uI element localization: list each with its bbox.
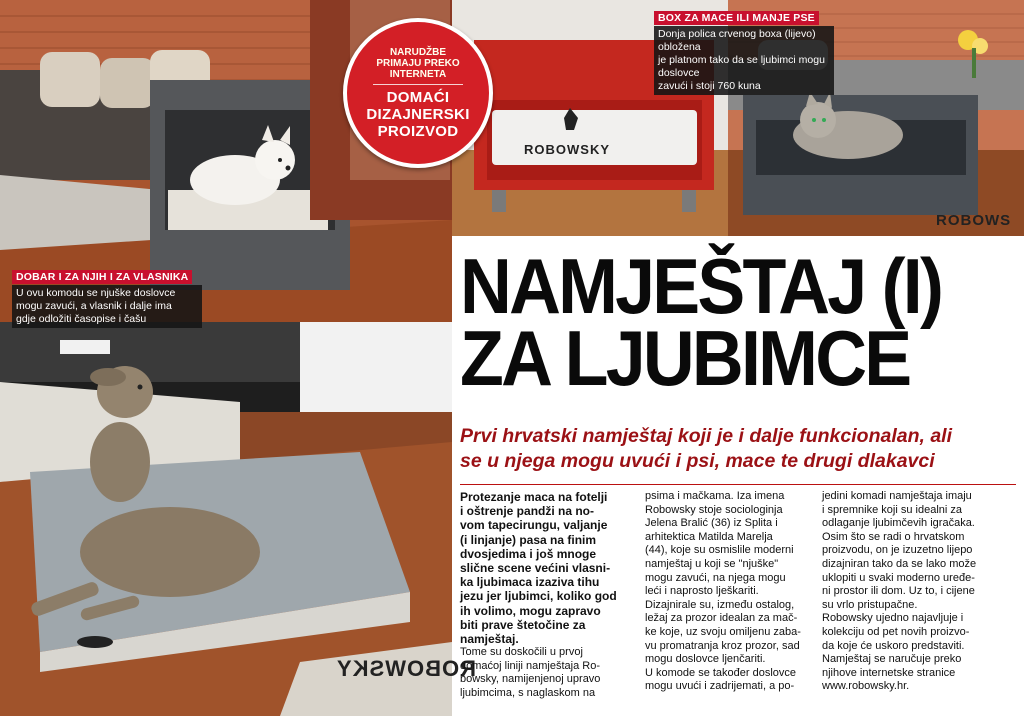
caption-line: je platnom tako da se ljubimci mogu doslovce bbox=[658, 54, 825, 79]
caption-line: Donja polica crvenog boxa (lijevo) obložena bbox=[658, 28, 816, 53]
article-line: proizvodu, on je izuzetno lijepo bbox=[822, 544, 973, 557]
article-line: domaćoj liniji namještaja Ro- bbox=[460, 659, 601, 672]
article-headline bbox=[460, 242, 1020, 402]
article-line: mogu uvući i zadrijemati, a po- bbox=[645, 680, 795, 693]
article-line: namještaj u koji se "njuške" bbox=[645, 557, 779, 570]
article-line: mogu doslovce ljenčariti. bbox=[645, 653, 766, 666]
article-line: Robowsky ujedno najavljuje i bbox=[822, 612, 964, 625]
caption-body bbox=[12, 285, 202, 328]
article-line: ka ljubimaca izaziva tihu bbox=[460, 575, 600, 590]
article-line: Jelena Bralić (36) iz Splita i bbox=[645, 517, 778, 530]
badge-line: PROIZVOD bbox=[377, 122, 459, 140]
deck-line: se u njega mogu uvući i psi, mace te drugi dlakavci bbox=[460, 450, 935, 472]
article-line: Namještaj se naručuje preko bbox=[822, 653, 962, 666]
article-line: ke koje, uz svoju omiljenu zaba- bbox=[645, 625, 801, 638]
article-line: biti prave štetočine za bbox=[460, 617, 586, 632]
article-line: dizajniran tako da se lako može bbox=[822, 557, 977, 570]
article-column-3 bbox=[822, 490, 1000, 694]
article-line: leći i naprosto lješkariti. bbox=[645, 585, 759, 598]
article-deck bbox=[460, 424, 1020, 474]
caption-title: BOX ZA MACE ILI MANJE PSE bbox=[654, 11, 819, 25]
article-line: i spremnike koji su idealni za bbox=[822, 503, 963, 516]
article-column-2 bbox=[645, 490, 823, 694]
caption-line: U ovu komodu se njuške doslovce bbox=[16, 287, 176, 299]
badge-line: INTERNETA bbox=[389, 68, 447, 80]
article-line: da koje će uskoro predstaviti. bbox=[822, 639, 965, 652]
badge-line: DIZAJNERSKI bbox=[366, 105, 470, 123]
article-line: njihove internetske stranice bbox=[822, 666, 956, 679]
article-line: namještaj. bbox=[460, 632, 519, 647]
article-line: (i linjanje) pasa na finim bbox=[460, 532, 597, 547]
caption-dresser bbox=[12, 267, 202, 328]
article-line: jezu jer ljubimci, koliko god bbox=[460, 589, 617, 604]
caption-line: gdje odložiti časopise i čašu bbox=[16, 313, 147, 325]
badge-line: PRIMAJU PREKO bbox=[376, 57, 460, 69]
badge-line: DOMAĆI bbox=[386, 88, 450, 106]
article-line: ih volimo, mogu zapravo bbox=[460, 603, 601, 618]
deck-line: Prvi hrvatski namještaj koji je i dalje funkcionalan, ali bbox=[460, 425, 953, 447]
article-line: ni prostor ili dom. Uz to, i cijene bbox=[822, 585, 975, 598]
article-line: slične scene većini vlasni- bbox=[460, 561, 611, 576]
brand-logo: ROBOWSKY bbox=[524, 142, 610, 157]
caption-box-red bbox=[654, 8, 834, 95]
article-line: odlaganje ljubimčevih igračaka. bbox=[822, 517, 975, 530]
article-line: (44), koje su osmislile moderni bbox=[645, 544, 794, 557]
caption-line: zavući i stoji 760 kuna bbox=[658, 80, 761, 92]
article-line: su vrlo pristupačne. bbox=[822, 598, 918, 611]
article-line: Osim što se radi o hrvatskom bbox=[822, 530, 965, 543]
brand-logo: ROBOWS bbox=[936, 212, 1012, 229]
article-line: kolekciju od pet novih proizvo- bbox=[822, 625, 970, 638]
article-line: Dizajnirale su, između ostalog, bbox=[645, 598, 795, 611]
article-line: jedini komadi namještaja imaju bbox=[822, 490, 972, 502]
article-line: Tome su doskočili u prvoj bbox=[460, 646, 583, 659]
article-line: arhitektica Matilda Marelja bbox=[645, 530, 773, 543]
article-line: Protezanje maca na fotelji bbox=[460, 490, 608, 504]
article-line: U komode se također doslovce bbox=[645, 666, 797, 679]
article-line: psima i mačkama. Iza imena bbox=[645, 490, 785, 502]
headline-line: ZA LJUBIMCE bbox=[460, 314, 910, 402]
article-line: ljubimcima, s naglaskom na bbox=[460, 687, 596, 700]
article-line: i oštrenje pandži na no- bbox=[460, 504, 595, 519]
article-line: bowsky, namijenjenoj upravo bbox=[460, 673, 601, 686]
caption-body bbox=[654, 26, 834, 95]
deck-divider bbox=[460, 484, 1016, 485]
article-line: vu promatranja kroz prozor, sad bbox=[645, 639, 800, 652]
caption-line: mogu zavući, a vlasnik i dalje ima bbox=[16, 300, 172, 312]
article-line: uklopiti u svaki moderno uređe- bbox=[822, 571, 975, 584]
article-line: ležaj za prozor idealan za mač- bbox=[645, 612, 798, 625]
article-line: vom tapecirungu, valjanje bbox=[460, 518, 608, 533]
brand-logo: ROBOWSKY bbox=[336, 656, 476, 681]
badge-divider bbox=[373, 84, 463, 85]
promo-badge bbox=[343, 18, 493, 168]
article-column-1 bbox=[460, 490, 638, 701]
article-line: mogu zavući, na njega mogu bbox=[645, 571, 786, 584]
caption-title: DOBAR I ZA NJIH I ZA VLASNIKA bbox=[12, 270, 192, 284]
article-line: Robowsky stoje sociologinja bbox=[645, 503, 783, 516]
article-line: dvosjedima i još mnoge bbox=[460, 546, 597, 561]
badge-line: NARUDŽBE bbox=[389, 46, 447, 58]
article-line: www.robowsky.hr. bbox=[822, 680, 910, 693]
headline-line: NAMJEŠTAJ (I) bbox=[460, 242, 942, 330]
